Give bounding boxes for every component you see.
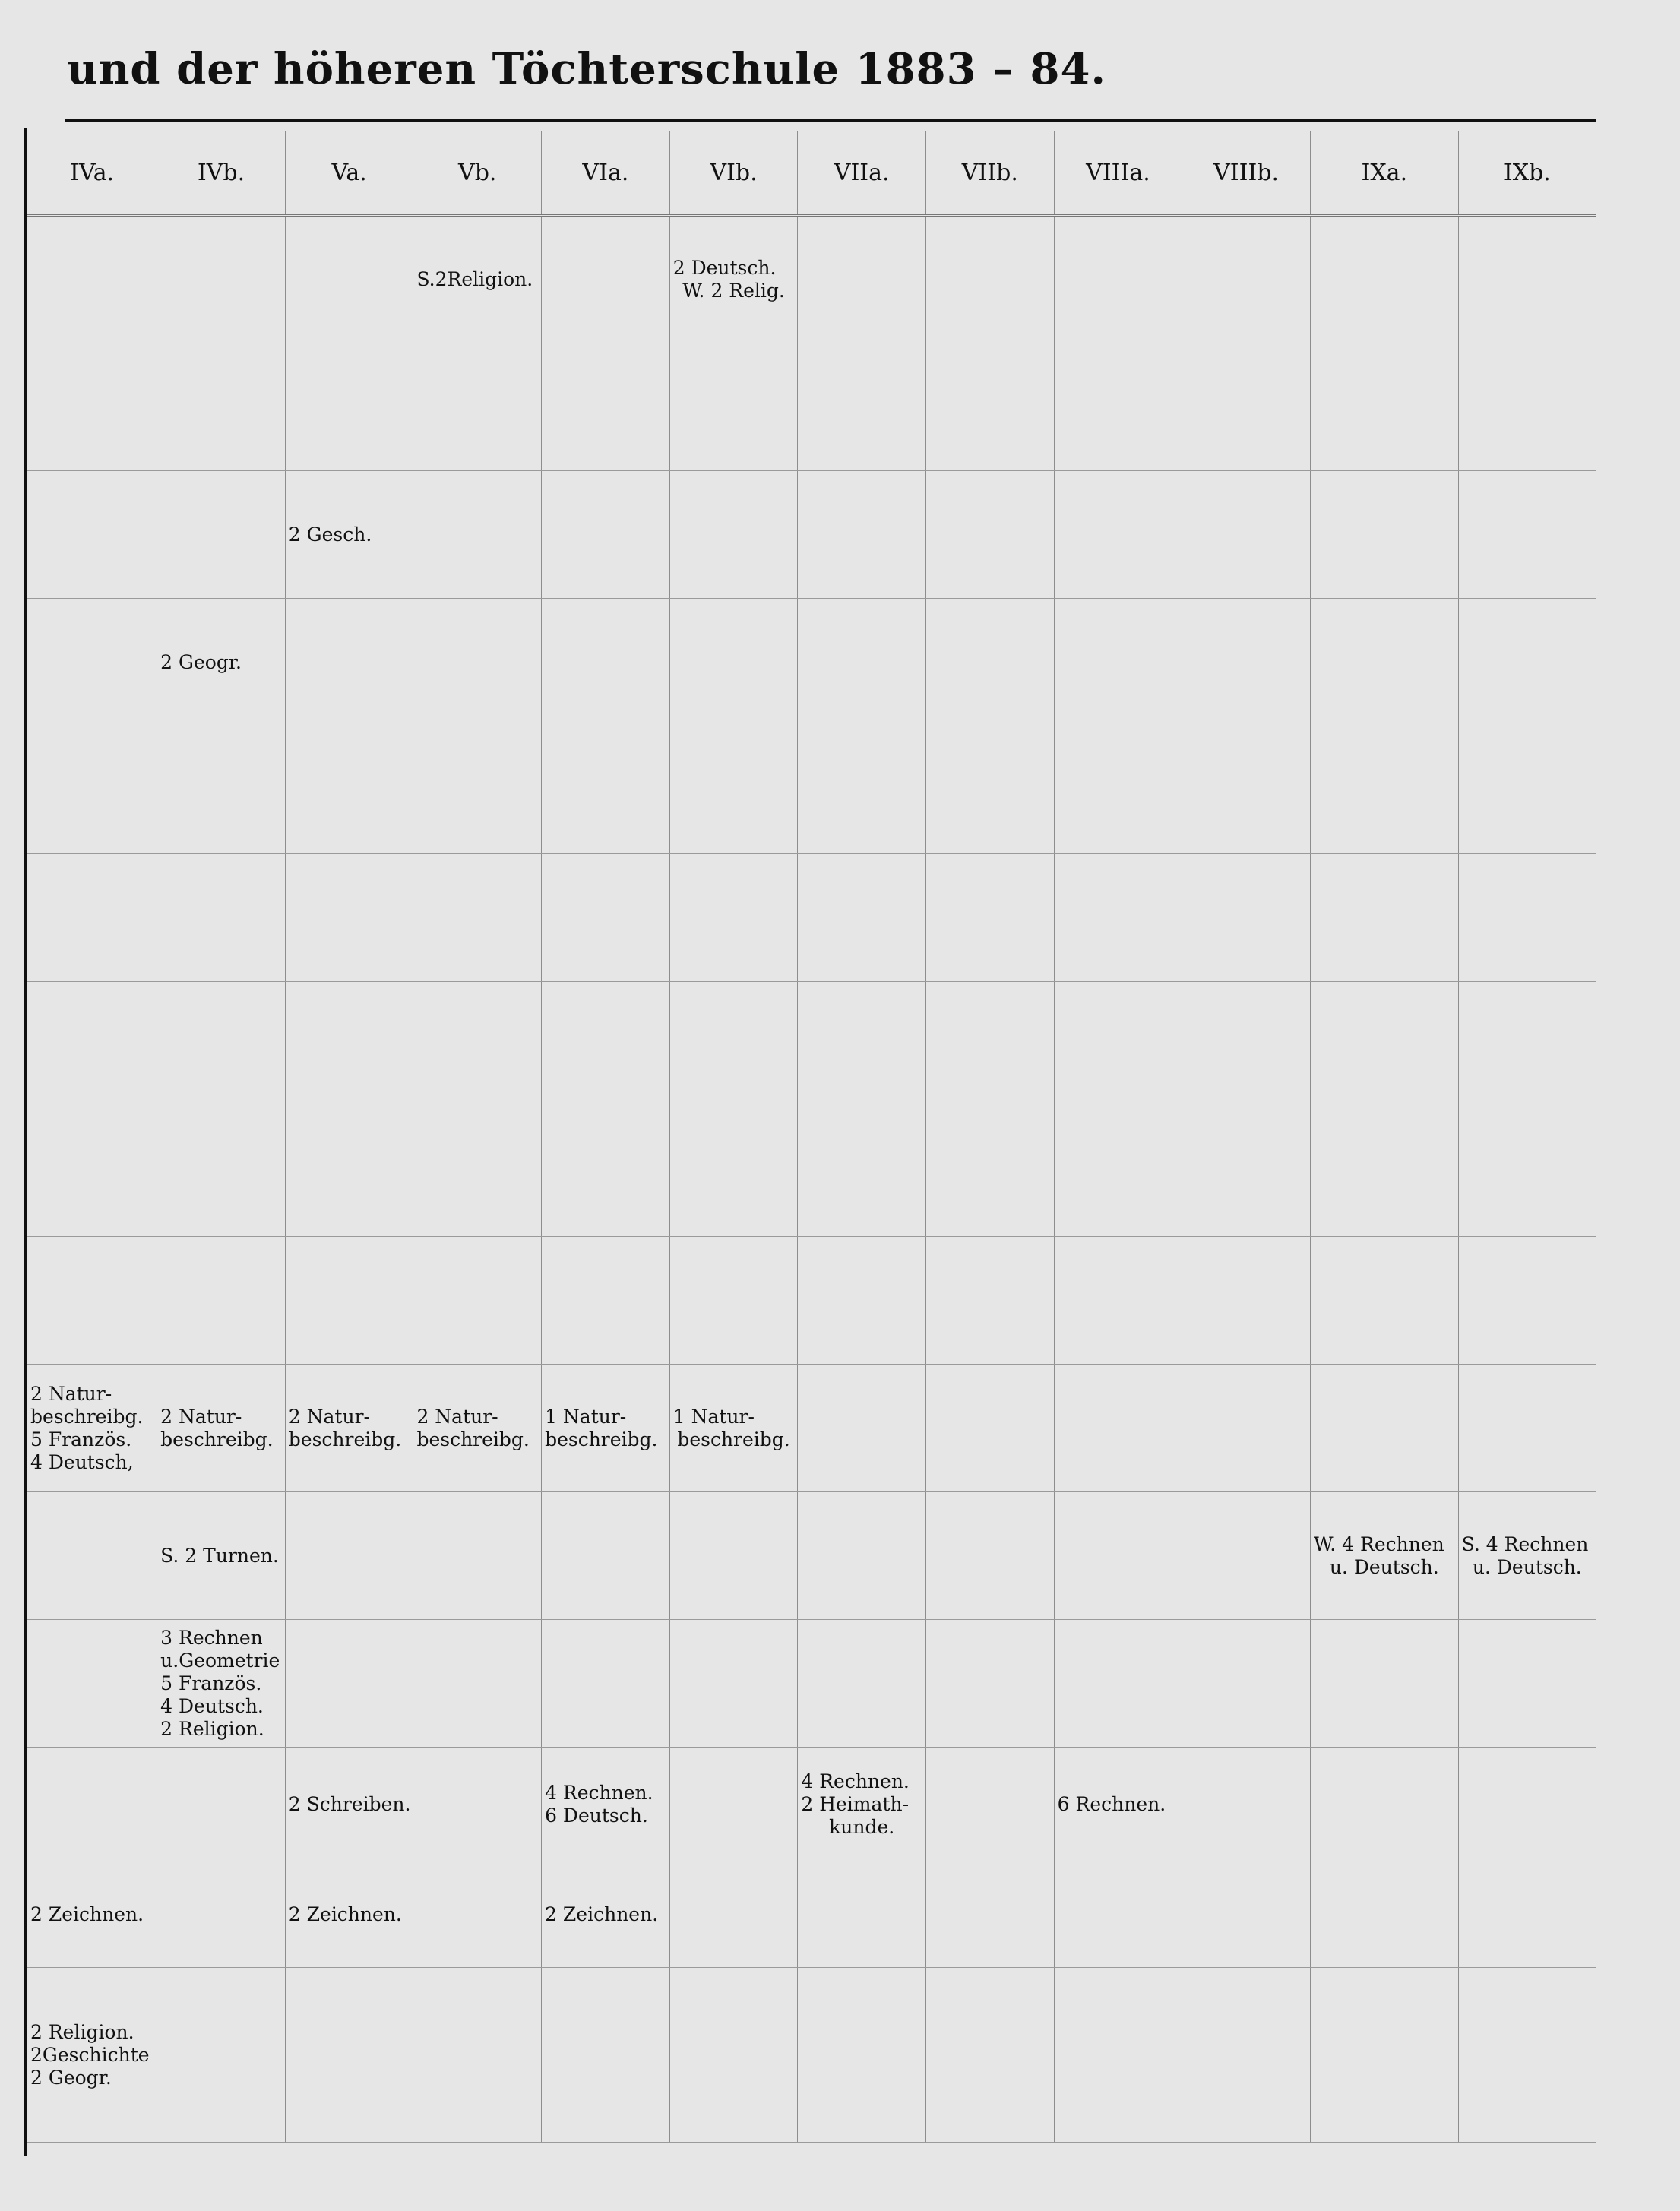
table-cell <box>27 982 157 1109</box>
table-cell <box>1054 1968 1182 2143</box>
table-cell <box>542 1109 670 1237</box>
column-header: IXa. <box>1310 131 1458 216</box>
table-cell <box>926 1620 1055 1748</box>
table-cell <box>542 343 670 471</box>
table-row <box>27 982 1596 1109</box>
table-cell <box>669 599 798 726</box>
table-cell <box>1054 1109 1182 1237</box>
table-cell <box>1310 1237 1458 1365</box>
table-row <box>27 1109 1596 1237</box>
table-cell <box>669 1620 798 1748</box>
table-cell <box>157 1492 286 1620</box>
table-cell <box>798 343 926 471</box>
table-cell <box>27 854 157 982</box>
table-cell <box>926 854 1055 982</box>
table-row <box>27 1968 1596 2143</box>
cell-text: 2 Religion. <box>30 2020 134 2043</box>
table-cell <box>1182 1492 1311 1620</box>
table-cell <box>1054 599 1182 726</box>
table-cell <box>1182 599 1311 726</box>
table-cell <box>285 1365 413 1492</box>
cell-text: W. 2 Relig. <box>682 280 785 302</box>
table-cell <box>669 1748 798 1861</box>
cell-text: 2 Religion. <box>160 1717 264 1740</box>
table-cell <box>27 471 157 599</box>
column-header: VIIb. <box>926 131 1055 216</box>
table-cell <box>1054 1861 1182 1968</box>
cell-text: 2 Natur- <box>288 1405 370 1428</box>
table-cell <box>669 982 798 1109</box>
table-cell <box>798 854 926 982</box>
table-row <box>27 1492 1596 1620</box>
table-row <box>27 1861 1596 1968</box>
table-cell <box>413 1861 542 1968</box>
table-cell <box>669 1365 798 1492</box>
cell-text: beschreibg. <box>160 1428 274 1450</box>
table-cell <box>1310 1109 1458 1237</box>
table-cell <box>413 1968 542 2143</box>
table-cell <box>157 343 286 471</box>
table-cell <box>1182 1620 1311 1748</box>
table-cell <box>27 1861 157 1968</box>
column-header: VIb. <box>669 131 798 216</box>
table-cell <box>27 599 157 726</box>
cell-text: 2 Heimath- <box>801 1792 910 1815</box>
table-cell <box>798 726 926 854</box>
table-cell <box>926 599 1055 726</box>
table-cell <box>798 1968 926 2143</box>
table-cell <box>669 726 798 854</box>
table-cell <box>1182 726 1311 854</box>
table-cell <box>413 1237 542 1365</box>
cell-text: 6 Deutsch. <box>545 1804 648 1827</box>
table-cell <box>542 1237 670 1365</box>
table-cell <box>1458 1237 1596 1365</box>
cell-text: 2 Zeichnen. <box>30 1903 144 1925</box>
cell-text: 4 Deutsch, <box>30 1450 134 1473</box>
table-row <box>27 1620 1596 1748</box>
table-cell <box>27 1620 157 1748</box>
table-cell <box>27 726 157 854</box>
cell-text: u. Deutsch. <box>1329 1555 1439 1578</box>
table-cell <box>285 1861 413 1968</box>
timetable-body <box>27 216 1596 2143</box>
table-cell <box>1310 1968 1458 2143</box>
table-cell <box>1182 343 1311 471</box>
table-cell <box>285 982 413 1109</box>
table-cell <box>669 1109 798 1237</box>
table-cell <box>1458 599 1596 726</box>
column-header: VIIIa. <box>1054 131 1182 216</box>
table-cell <box>413 982 542 1109</box>
table-cell <box>413 1109 542 1237</box>
table-cell <box>1458 343 1596 471</box>
table-cell <box>1182 854 1311 982</box>
table-cell <box>798 1237 926 1365</box>
table-cell <box>542 1748 670 1861</box>
table-cell <box>1458 1109 1596 1237</box>
table-cell <box>1182 1861 1311 1968</box>
table-cell <box>157 1237 286 1365</box>
table-cell <box>926 1748 1055 1861</box>
table-cell <box>1458 1365 1596 1492</box>
cell-text: 2 Geogr. <box>30 2066 112 2089</box>
table-cell <box>926 1861 1055 1968</box>
table-cell <box>542 1861 670 1968</box>
cell-text: 2 Natur- <box>30 1382 112 1405</box>
cell-text: 2 Gesch. <box>288 523 372 546</box>
table-cell <box>1310 343 1458 471</box>
table-cell <box>413 1748 542 1861</box>
table-cell <box>1310 1492 1458 1620</box>
table-cell <box>1182 216 1311 343</box>
table-cell <box>413 726 542 854</box>
table-cell <box>926 1968 1055 2143</box>
table-cell <box>1310 599 1458 726</box>
table-cell <box>157 1109 286 1237</box>
table-cell <box>1458 1861 1596 1968</box>
table-cell <box>798 1861 926 1968</box>
cell-text: beschreibg. <box>288 1428 402 1450</box>
table-cell <box>1054 471 1182 599</box>
column-header: VIa. <box>542 131 670 216</box>
table-cell <box>413 1492 542 1620</box>
table-cell <box>413 1620 542 1748</box>
table-cell <box>669 1492 798 1620</box>
table-cell <box>285 1968 413 2143</box>
table-cell <box>157 216 286 343</box>
table-cell <box>1458 982 1596 1109</box>
table-cell <box>926 471 1055 599</box>
table-cell <box>1310 1365 1458 1492</box>
table-cell <box>1458 216 1596 343</box>
table-cell <box>669 1861 798 1968</box>
table-cell <box>1310 982 1458 1109</box>
table-cell <box>285 726 413 854</box>
table-cell <box>1458 1620 1596 1748</box>
table-cell <box>1054 726 1182 854</box>
table-cell <box>926 726 1055 854</box>
table-row <box>27 854 1596 982</box>
table-cell <box>27 1492 157 1620</box>
cell-text: 2 Zeichnen. <box>545 1903 659 1925</box>
table-cell <box>926 1492 1055 1620</box>
table-cell <box>798 982 926 1109</box>
header-row <box>27 131 1596 216</box>
table-row <box>27 1365 1596 1492</box>
timetable <box>27 131 1596 2143</box>
table-cell <box>285 854 413 982</box>
table-cell <box>669 854 798 982</box>
table-row <box>27 343 1596 471</box>
cell-text: 2Geschichte <box>30 2043 150 2066</box>
table-cell <box>413 216 542 343</box>
table-cell <box>413 343 542 471</box>
table-cell <box>285 1620 413 1748</box>
cell-text: 3 Rechnen <box>160 1626 263 1649</box>
table-cell <box>1054 1237 1182 1365</box>
table-cell <box>542 854 670 982</box>
table-row <box>27 471 1596 599</box>
table-cell <box>1182 982 1311 1109</box>
table-cell <box>413 471 542 599</box>
cell-text: u. Deutsch. <box>1472 1555 1582 1578</box>
table-cell <box>413 854 542 982</box>
table-cell <box>669 343 798 471</box>
cell-text: 4 Deutsch. <box>160 1694 264 1717</box>
cell-text: beschreibg. <box>677 1428 790 1450</box>
table-cell <box>157 599 286 726</box>
table-cell <box>1458 1968 1596 2143</box>
cell-text: 6 Rechnen. <box>1057 1792 1166 1815</box>
table-cell <box>1182 1968 1311 2143</box>
cell-text: 1 Natur- <box>545 1405 627 1428</box>
table-cell <box>542 1492 670 1620</box>
table-cell <box>1458 1492 1596 1620</box>
table-cell <box>27 343 157 471</box>
table-cell <box>1182 1365 1311 1492</box>
cell-text: kunde. <box>829 1815 895 1838</box>
table-row <box>27 216 1596 343</box>
cell-text: S. 4 Rechnen <box>1461 1533 1589 1555</box>
column-header: IXb. <box>1458 131 1596 216</box>
table-cell <box>1458 471 1596 599</box>
cell-text: 2 Schreiben. <box>288 1792 411 1815</box>
cell-text: W. 4 Rechnen <box>1313 1533 1444 1555</box>
table-cell <box>798 1109 926 1237</box>
table-row <box>27 599 1596 726</box>
table-cell <box>1054 216 1182 343</box>
page-title: und der höheren Töchterschule 1883 – 84. <box>67 44 1106 94</box>
table-cell <box>1182 1109 1311 1237</box>
cell-text: S.2Religion. <box>416 268 533 290</box>
table-cell <box>542 1620 670 1748</box>
cell-text: u.Geometrie <box>160 1649 280 1672</box>
table-cell <box>1054 1748 1182 1861</box>
table-row <box>27 726 1596 854</box>
table-cell <box>542 471 670 599</box>
table-cell <box>926 1365 1055 1492</box>
table-cell <box>157 854 286 982</box>
table-cell <box>542 1365 670 1492</box>
table-cell <box>926 216 1055 343</box>
cell-text: beschreibg. <box>416 1428 530 1450</box>
table-cell <box>1310 216 1458 343</box>
table-cell <box>669 1237 798 1365</box>
cell-text: beschreibg. <box>545 1428 658 1450</box>
cell-text: 2 Natur- <box>160 1405 242 1428</box>
table-cell <box>1182 471 1311 599</box>
cell-text: 5 Französ. <box>30 1428 132 1450</box>
column-header: Va. <box>285 131 413 216</box>
column-header: IVa. <box>27 131 157 216</box>
table-cell <box>27 1237 157 1365</box>
table-cell <box>1182 1748 1311 1861</box>
table-cell <box>413 1365 542 1492</box>
table-cell <box>1054 1492 1182 1620</box>
title-rule <box>65 119 1596 122</box>
table-cell <box>285 1109 413 1237</box>
table-cell <box>1458 854 1596 982</box>
table-cell <box>1054 982 1182 1109</box>
table-cell <box>798 1365 926 1492</box>
table-cell <box>926 982 1055 1109</box>
cell-text: 2 Deutsch. <box>672 257 777 279</box>
table-cell <box>1310 1748 1458 1861</box>
table-cell <box>1310 1861 1458 1968</box>
table-cell <box>669 216 798 343</box>
table-cell <box>542 216 670 343</box>
table-cell <box>157 1968 286 2143</box>
table-cell <box>542 1968 670 2143</box>
table-cell <box>1054 854 1182 982</box>
table-cell <box>27 216 157 343</box>
table-cell <box>27 1109 157 1237</box>
table-cell <box>285 599 413 726</box>
table-row <box>27 1748 1596 1861</box>
table-cell <box>798 1620 926 1748</box>
table-cell <box>27 1968 157 2143</box>
table-cell <box>1310 1620 1458 1748</box>
cell-text: 2 Zeichnen. <box>288 1903 402 1925</box>
table-cell <box>798 216 926 343</box>
cell-text: 1 Natur- <box>672 1405 755 1428</box>
table-cell <box>285 1748 413 1861</box>
table-cell <box>926 1237 1055 1365</box>
table-cell <box>926 1109 1055 1237</box>
cell-text: 4 Rechnen. <box>545 1781 653 1804</box>
cell-text: 2 Natur- <box>416 1405 498 1428</box>
timetable-header <box>27 131 1596 216</box>
table-cell <box>542 726 670 854</box>
table-cell <box>1458 1748 1596 1861</box>
table-cell <box>285 471 413 599</box>
table-cell <box>157 1365 286 1492</box>
cell-text: 4 Rechnen. <box>801 1770 910 1792</box>
table-cell <box>157 1861 286 1968</box>
table-cell <box>798 1492 926 1620</box>
column-header: VIIa. <box>798 131 926 216</box>
table-cell <box>1182 1237 1311 1365</box>
table-cell <box>157 982 286 1109</box>
table-cell <box>1310 854 1458 982</box>
table-cell <box>157 1748 286 1861</box>
table-cell <box>157 471 286 599</box>
table-cell <box>798 1748 926 1861</box>
table-cell <box>1310 726 1458 854</box>
column-header: VIIIb. <box>1182 131 1311 216</box>
table-cell <box>669 1968 798 2143</box>
cell-text: 5 Französ. <box>160 1672 262 1694</box>
table-cell <box>413 599 542 726</box>
column-header: Vb. <box>413 131 542 216</box>
cell-text: beschreibg. <box>30 1405 144 1428</box>
table-cell <box>285 216 413 343</box>
table-cell <box>798 599 926 726</box>
table-cell <box>542 982 670 1109</box>
table-cell <box>669 471 798 599</box>
table-cell <box>285 1237 413 1365</box>
table-cell <box>1458 726 1596 854</box>
table-cell <box>798 471 926 599</box>
table-cell <box>1054 1620 1182 1748</box>
table-cell <box>157 1620 286 1748</box>
table-cell <box>285 1492 413 1620</box>
cell-text: 2 Geogr. <box>160 650 242 673</box>
table-cell <box>285 343 413 471</box>
table-cell <box>1054 343 1182 471</box>
table-cell <box>926 343 1055 471</box>
table-cell <box>542 599 670 726</box>
table-cell <box>27 1748 157 1861</box>
table-cell <box>1310 471 1458 599</box>
column-header: IVb. <box>157 131 286 216</box>
table-cell <box>1054 1365 1182 1492</box>
table-row <box>27 1237 1596 1365</box>
table-cell <box>27 1365 157 1492</box>
cell-text: S. 2 Turnen. <box>160 1544 279 1567</box>
table-cell <box>157 726 286 854</box>
